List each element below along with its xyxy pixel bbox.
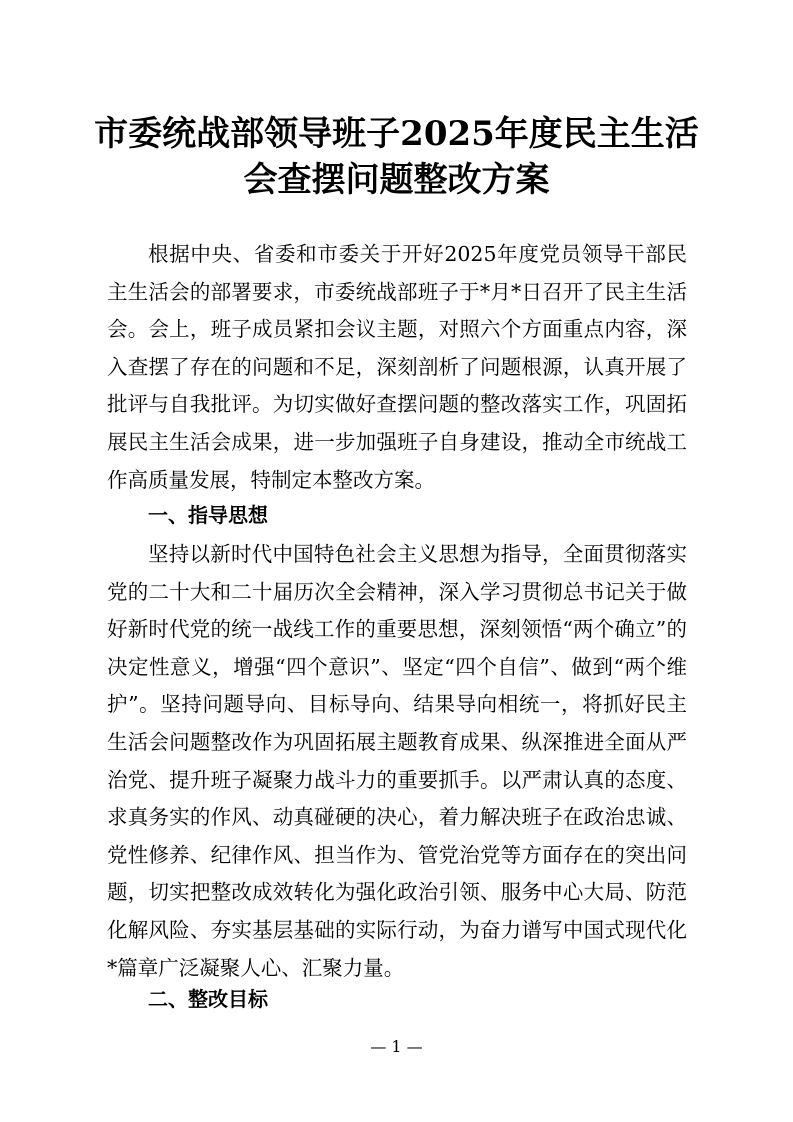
section-heading-rectification-goals: 二、整改目标 <box>148 987 268 1011</box>
document-title-line-1: 市委统战部领导班子2025年度民主生活 <box>94 114 699 154</box>
document-title-line-2: 会查摆问题整改方案 <box>243 160 550 200</box>
section-heading-guiding-thought: 一、指导思想 <box>148 503 268 527</box>
page-number: — 1 — <box>370 1037 423 1056</box>
intro-paragraph: 根据中央、省委和市委关于开好2025年度党员领导干部民主生活会的部署要求，市委统战部班子于*月*日召开了民主生活会。会上，班子成员紧扣会议主题，对照六个方面重点内容，深入查摆了存在的问题和不足，深刻剖析了问题根源，认真开展了批评与自我批评。为切实做好查摆问题的整改落实工作，巩固拓展民主生活会成果，进一步加强班子自身建设，推动全市统战工作高质量发展，特制定本整改方案。 <box>107 242 687 492</box>
guiding-thought-paragraph: 坚持以新时代中国特色社会主义思想为指导，全面贯彻落实党的二十大和二十届历次全会精神，深入学习贯彻总书记关于做好新时代党的统一战线工作的重要思想，深刻领悟“两个确立”的决定性意义，增强“四个意识”、坚定“四个自信”、做到“两个维护”。坚持问题导向、目标导向、结果导向相统一，将抓好民主生活会问题整改作为巩固拓展主题教育成果、纵深推进全面从严治党、提升班子凝聚力战斗力的重要抓手。以严肃认真的态度、求真务实的作风、动真碰硬的决心，着力解决班子在政治忠诚、党性修养、纪律作风、担当作为、管党治党等方面存在的突出问题，切实把整改成效转化为强化政治引领、服务中心大局、防范化解风险、夯实基层基础的实际行动，为奋力谱写中国式现代化*篇章广泛凝聚人心、汇聚力量。 <box>107 542 687 980</box>
